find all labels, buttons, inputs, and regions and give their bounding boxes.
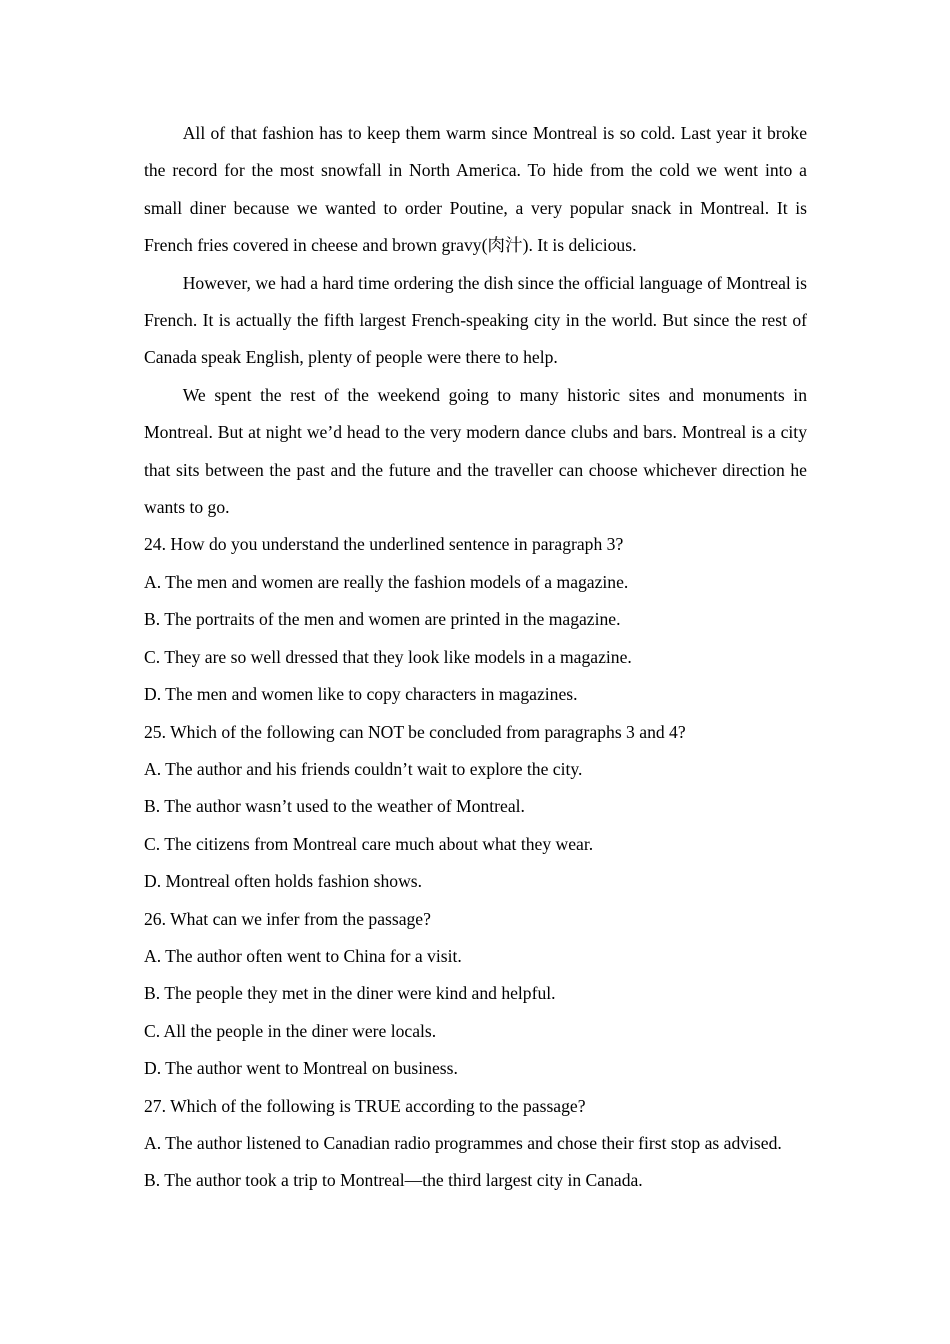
answer-option: B. The author took a trip to Montreal—the third largest city in Canada. <box>144 1170 643 1191</box>
answer-option: D. The author went to Montreal on business. <box>144 1058 458 1079</box>
answer-option: C. They are so well dressed that they look like models in a magazine. <box>144 646 632 667</box>
answer-option: B. The author wasn’t used to the weather of Montreal. <box>144 796 525 817</box>
passage-paragraph: All of that fashion has to keep them warm since Montreal is so cold. Last year it broke the record for the most snowfall in North America. To hide from the cold we went into a small diner because we wanted to order Poutine, a very popular snack in Montreal. It is French fries covered in cheese and brown gravy(肉汁). It is delicious. <box>144 123 807 256</box>
answer-option: D. The men and women like to copy characters in magazines. <box>144 684 578 705</box>
answer-option: D. Montreal often holds fashion shows. <box>144 871 423 892</box>
question-27 <box>144 1088 807 1200</box>
passage-paragraph: We spent the rest of the weekend going to many historic sites and monuments in Montreal. But at night we’d head to the very modern dance clubs and bars. Montreal is a city that sits between the past and the future and the traveller can choose whichever direction he wants to go. <box>144 384 807 518</box>
document-page <box>144 115 807 1200</box>
answer-option: A. The author listened to Canadian radio programmes and chose their first stop as advised. <box>144 1132 782 1153</box>
question-stem: 27. Which of the following is TRUE according to the passage? <box>144 1095 586 1116</box>
question-24 <box>144 526 807 713</box>
passage-paragraph: However, we had a hard time ordering the dish since the official language of Montreal is French. It is actually the fifth largest French-speaking city in the world. But since the rest of Canada speak English, plenty of people were there to help. <box>144 272 807 368</box>
question-stem: 24. How do you understand the underlined sentence in paragraph 3? <box>144 534 624 555</box>
question-26 <box>144 901 807 1088</box>
question-stem: 26. What can we infer from the passage? <box>144 908 431 929</box>
question-stem: 25. Which of the following can NOT be concluded from paragraphs 3 and 4? <box>144 721 686 742</box>
answer-option: C. All the people in the diner were locals. <box>144 1020 437 1041</box>
answer-option: C. The citizens from Montreal care much about what they wear. <box>144 833 594 854</box>
passage <box>144 115 807 526</box>
question-25 <box>144 714 807 901</box>
answer-option: A. The author and his friends couldn’t wait to explore the city. <box>144 758 583 779</box>
answer-option: A. The author often went to China for a visit. <box>144 945 462 966</box>
answer-option: A. The men and women are really the fashion models of a magazine. <box>144 571 629 592</box>
answer-option: B. The portraits of the men and women are printed in the magazine. <box>144 609 621 630</box>
answer-option: B. The people they met in the diner were kind and helpful. <box>144 983 556 1004</box>
